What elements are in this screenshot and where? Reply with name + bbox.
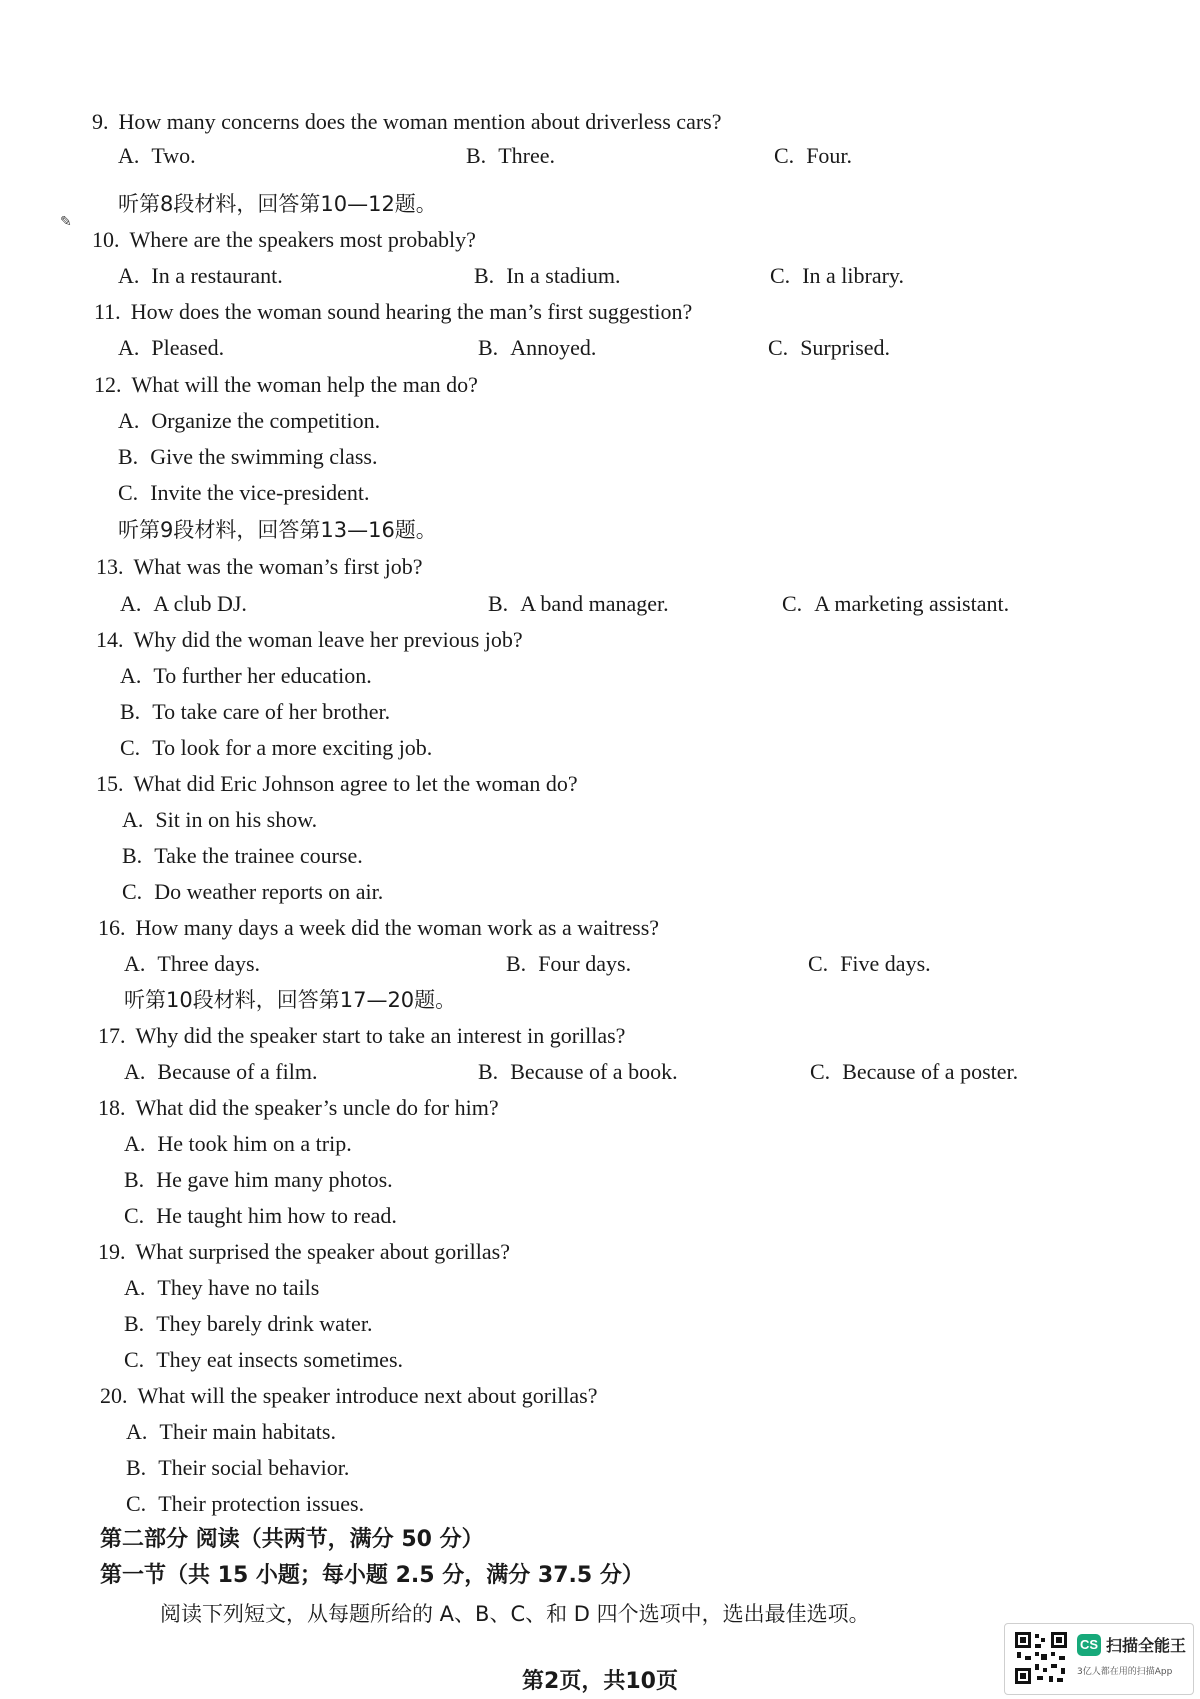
option-15b: B. Take the trainee course. bbox=[122, 843, 363, 868]
option-17c: C. Because of a poster. bbox=[810, 1059, 1019, 1084]
question-18: 18. What did the speaker’s uncle do for him? bbox=[98, 1095, 499, 1120]
option-18c: C. He taught him how to read. bbox=[124, 1203, 397, 1228]
reading-instruction: 阅读下列短文，从每题所给的 A、B、C、和 D 四个选项中，选出最佳选项。 bbox=[160, 1602, 870, 1626]
qr-code-icon bbox=[1013, 1630, 1069, 1686]
option-13a: A. A club DJ. bbox=[120, 591, 247, 616]
option-16b: B. Four days. bbox=[506, 951, 632, 976]
option-11c: C. Surprised. bbox=[768, 335, 891, 360]
page-number: 第2页，共10页 bbox=[522, 1669, 678, 1694]
option-18a: A. He took him on a trip. bbox=[124, 1131, 352, 1156]
option-16c: C. Five days. bbox=[808, 951, 931, 976]
scanner-tagline: 3亿人都在用的扫描App bbox=[1077, 1667, 1173, 1677]
option-20c: C. Their protection issues. bbox=[126, 1491, 365, 1516]
question-17: 17. Why did the speaker start to take an interest in gorillas? bbox=[98, 1023, 626, 1048]
option-12b: B. Give the swimming class. bbox=[118, 444, 378, 469]
question-19: 19. What surprised the speaker about gorillas? bbox=[98, 1239, 510, 1264]
option-9c: C. Four. bbox=[774, 143, 853, 168]
question-14: 14. Why did the woman leave her previous job? bbox=[96, 627, 523, 652]
option-12c: C. Invite the vice-president. bbox=[118, 480, 370, 505]
option-14c: C. To look for a more exciting job. bbox=[120, 735, 433, 760]
part2-heading: 第二部分 阅读（共两节，满分 50 分） bbox=[100, 1527, 484, 1552]
segment-9-instruction: 听第9段材料，回答第13—16题。 bbox=[118, 518, 437, 542]
option-10b: B. In a stadium. bbox=[474, 263, 621, 288]
option-20b: B. Their social behavior. bbox=[126, 1455, 350, 1480]
segment-10-instruction: 听第10段材料，回答第17—20题。 bbox=[124, 988, 457, 1012]
question-10: 10. Where are the speakers most probably? bbox=[92, 227, 476, 252]
option-19b: B. They barely drink water. bbox=[124, 1311, 373, 1336]
scanner-watermark bbox=[1004, 1623, 1194, 1695]
option-20a: A. Their main habitats. bbox=[126, 1419, 336, 1444]
option-9b: B. Three. bbox=[466, 143, 555, 168]
option-13b: B. A band manager. bbox=[488, 591, 669, 616]
scanner-app-name: 扫描全能王 bbox=[1106, 1636, 1187, 1655]
option-10c: C. In a library. bbox=[770, 263, 904, 288]
question-number: 9. bbox=[92, 109, 109, 134]
part2-section1-heading: 第一节（共 15 小题；每小题 2.5 分，满分 37.5 分） bbox=[100, 1563, 644, 1588]
option-11a: A. Pleased. bbox=[118, 335, 225, 360]
question-20: 20. What will the speaker introduce next about gorillas? bbox=[100, 1383, 598, 1408]
option-9a: A. Two. bbox=[118, 143, 196, 168]
option-15a: A. Sit in on his show. bbox=[122, 807, 318, 832]
option-19c: C. They eat insects sometimes. bbox=[124, 1347, 404, 1372]
option-18b: B. He gave him many photos. bbox=[124, 1167, 393, 1192]
option-15c: C. Do weather reports on air. bbox=[122, 879, 384, 904]
question-text: How many concerns does the woman mention about driverless cars? bbox=[118, 109, 722, 134]
question-11: 11. How does the woman sound hearing the man’s first suggestion? bbox=[94, 299, 693, 324]
question-15: 15. What did Eric Johnson agree to let the woman do? bbox=[96, 771, 578, 796]
scan-mark: ✎ bbox=[60, 215, 72, 230]
option-12a: A. Organize the competition. bbox=[118, 408, 381, 433]
question-13: 13. What was the woman’s first job? bbox=[96, 554, 423, 579]
question-12: 12. What will the woman help the man do? bbox=[94, 372, 478, 397]
option-17b: B. Because of a book. bbox=[478, 1059, 678, 1084]
option-11b: B. Annoyed. bbox=[478, 335, 597, 360]
option-17a: A. Because of a film. bbox=[124, 1059, 318, 1084]
option-14a: A. To further her education. bbox=[120, 663, 372, 688]
option-19a: A. They have no tails bbox=[124, 1275, 320, 1300]
segment-8-instruction: 听第8段材料，回答第10—12题。 bbox=[118, 192, 437, 216]
option-16a: A. Three days. bbox=[124, 951, 261, 976]
option-14b: B. To take care of her brother. bbox=[120, 699, 391, 724]
option-10a: A. In a restaurant. bbox=[118, 263, 283, 288]
question-9 bbox=[92, 108, 722, 136]
camscanner-logo-icon: CS bbox=[1077, 1634, 1101, 1656]
option-13c: C. A marketing assistant. bbox=[782, 591, 1010, 616]
question-16: 16. How many days a week did the woman work as a waitress? bbox=[98, 915, 660, 940]
